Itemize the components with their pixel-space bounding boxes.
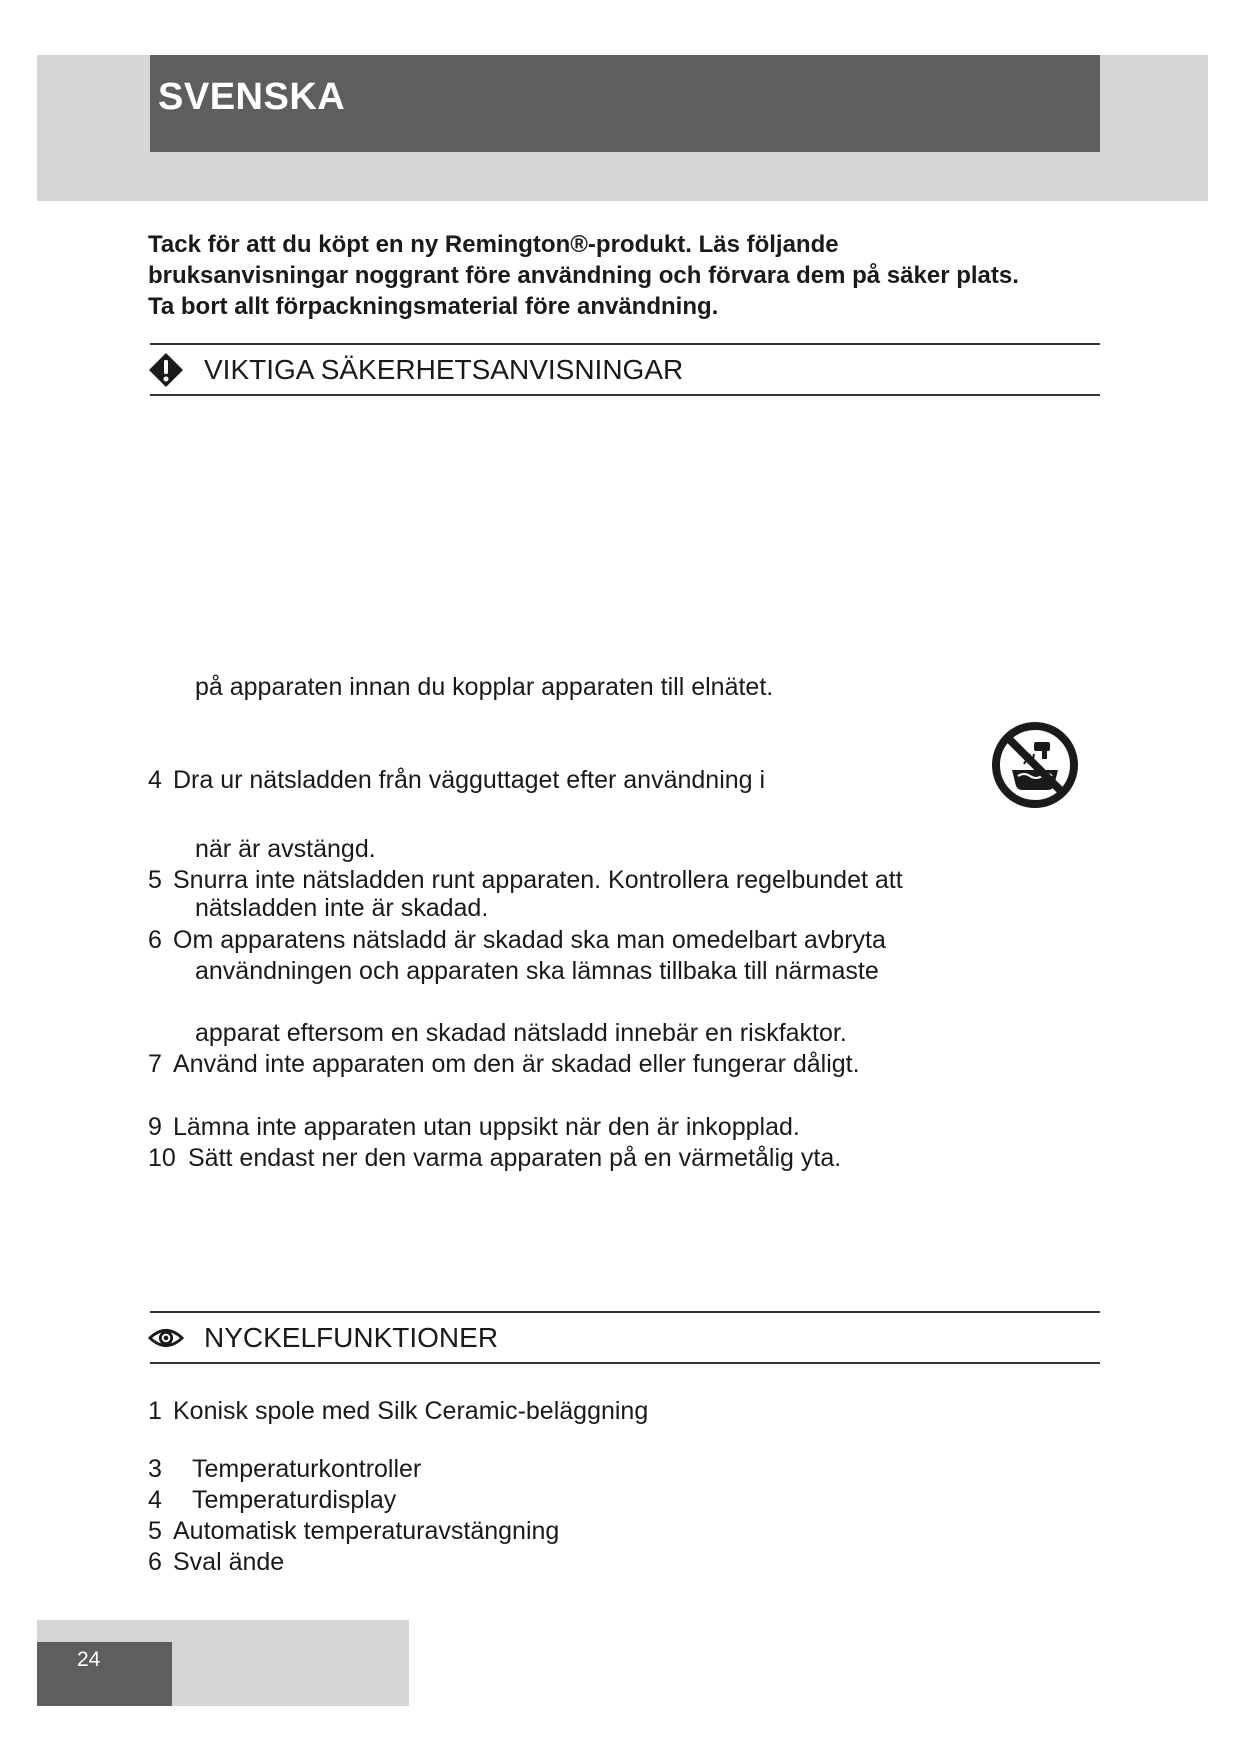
intro-line: Tack för att du köpt en ny Remington®-produkt. Läs följande — [148, 231, 839, 258]
feature-item: 5 Automatisk temperaturavstängning — [148, 1517, 560, 1545]
safety-line: användningen och apparaten ska lämnas tillbaka till närmaste — [195, 957, 879, 985]
features-heading-title: NYCKELFUNKTIONER — [204, 1322, 499, 1353]
feature-item: 1 Konisk spole med Silk Ceramic-beläggning — [148, 1397, 649, 1425]
footer-page-box — [37, 1642, 172, 1706]
feature-item: 4 Temperaturdisplay — [148, 1486, 397, 1514]
section-rule-top — [150, 1311, 1100, 1313]
section-rule-bottom — [150, 394, 1100, 396]
features-heading — [148, 1318, 498, 1358]
page-language-title: SVENSKA — [158, 76, 346, 118]
warning-diamond-icon — [148, 352, 184, 388]
safety-line: 6 Om apparatens nätsladd är skadad ska man omedelbart avbryta — [148, 926, 886, 954]
feature-item: 6 Sval ände — [148, 1548, 285, 1576]
feature-item: 3 Temperaturkontroller — [148, 1455, 422, 1483]
eye-icon — [148, 1320, 184, 1356]
no-bath-icon — [990, 720, 1080, 810]
safety-line: 4 Dra ur nätsladden från vägguttaget efter användning i — [148, 766, 766, 794]
safety-line: nätsladden inte är skadad. — [195, 894, 489, 922]
section-rule-bottom — [150, 1362, 1100, 1364]
intro-line: bruksanvisningar noggrant före användning och förvara dem på säker plats. — [148, 262, 1019, 289]
intro-line: Ta bort allt förpackningsmaterial före användning. — [148, 293, 719, 320]
safety-line: 10 Sätt endast ner den varma apparaten på en värmetålig yta. — [148, 1144, 842, 1172]
page-number: 24 — [77, 1648, 101, 1671]
safety-line: 5 Snurra inte nätsladden runt apparaten. Kontrollera regelbundet att — [148, 866, 903, 894]
safety-line: när är avstängd. — [195, 835, 376, 863]
section-rule-top — [150, 343, 1100, 345]
safety-line: 7 Använd inte apparaten om den är skadad eller fungerar dåligt. — [148, 1050, 860, 1078]
safety-line: på apparaten innan du kopplar apparaten till elnätet. — [195, 673, 774, 701]
safety-line: apparat eftersom en skadad nätsladd innebär en riskfaktor. — [195, 1019, 847, 1047]
safety-heading-title: VIKTIGA SÄKERHETSANVISNINGAR — [204, 354, 684, 385]
intro-paragraph — [148, 229, 1108, 322]
safety-heading — [148, 350, 683, 390]
safety-line: 9 Lämna inte apparaten utan uppsikt när den är inkopplad. — [148, 1113, 800, 1141]
